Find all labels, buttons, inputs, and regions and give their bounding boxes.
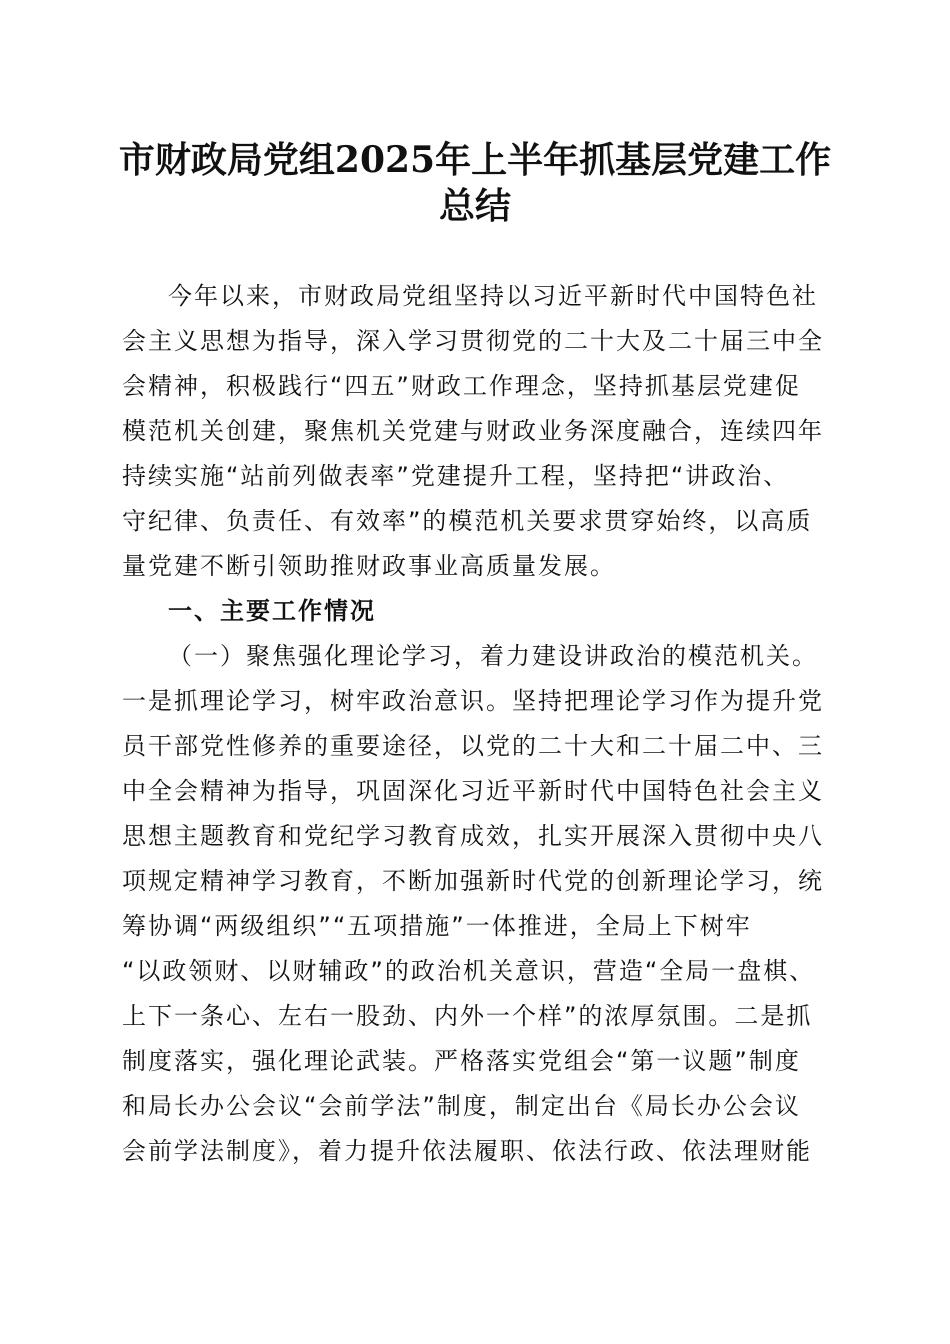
paragraph-intro-line-4: 模范机关创建，聚焦机关党建与财政业务深度融合，连续四年: [122, 417, 824, 445]
document-title-line-1: 市财政局党组2025年上半年抓基层党建工作: [118, 139, 832, 181]
paragraph-intro-line-7: 量党建不断引领助推财政事业高质量发展。: [122, 552, 616, 580]
paragraph-body-line-8: 上下一条心、左右一股劲、内外一个样”的浓厚氛围。二是抓: [122, 1002, 813, 1030]
paragraph-body-line-2: 员干部党性修养的重要途径，以党的二十大和二十届二中、三: [122, 732, 824, 760]
paragraph-body-line-4: 思想主题教育和党纪学习教育成效，扎实开展深入贯彻中央八: [122, 822, 824, 850]
paragraph-body-line-6: 筹协调“两级组织”“五项措施”一体推进，全局上下树牢: [122, 912, 752, 940]
paragraph-intro-line-2: 会主义思想为指导，深入学习贯彻党的二十大及二十届三中全: [122, 327, 824, 355]
paragraph-body-line-10: 和局长办公会议“会前学法”制度，制定出台《局长办公会议: [122, 1092, 801, 1120]
subsection-heading: （一）聚焦强化理论学习，着力建设讲政治的模范机关。: [168, 642, 818, 670]
paragraph-intro-line-6: 守纪律、负责任、有效率”的模范机关要求贯穿始终，以高质: [122, 507, 813, 535]
paragraph-intro-line-1: 今年以来，市财政局党组坚持以习近平新时代中国特色社: [168, 282, 818, 310]
paragraph-intro-line-3: 会精神，积极践行“四五”财政工作理念，坚持抓基层党建促: [122, 372, 801, 400]
paragraph-body-line-3: 中全会精神为指导，巩固深化习近平新时代中国特色社会主义: [122, 777, 824, 805]
paragraph-body-line-1: 一是抓理论学习，树牢政治意识。坚持把理论学习作为提升党: [122, 687, 824, 715]
paragraph-body-line-5: 项规定精神学习教育，不断加强新时代党的创新理论学习，统: [122, 867, 824, 895]
paragraph-body-line-7: “以政领财、以财辅政”的政治机关意识，营造“全局一盘棋、: [122, 957, 816, 985]
document-title-line-2: 总结: [438, 185, 511, 227]
section-heading: 一、主要工作情况: [168, 597, 376, 625]
paragraph-intro-line-5: 持续实施“站前列做表率”党建提升工程，坚持把“讲政治、: [122, 462, 790, 490]
paragraph-body-line-9: 制度落实，强化理论武装。严格落实党组会“第一议题”制度: [122, 1047, 801, 1075]
paragraph-body-line-11: 会前学法制度》，着力提升依法履职、依法行政、依法理财能: [122, 1137, 812, 1165]
